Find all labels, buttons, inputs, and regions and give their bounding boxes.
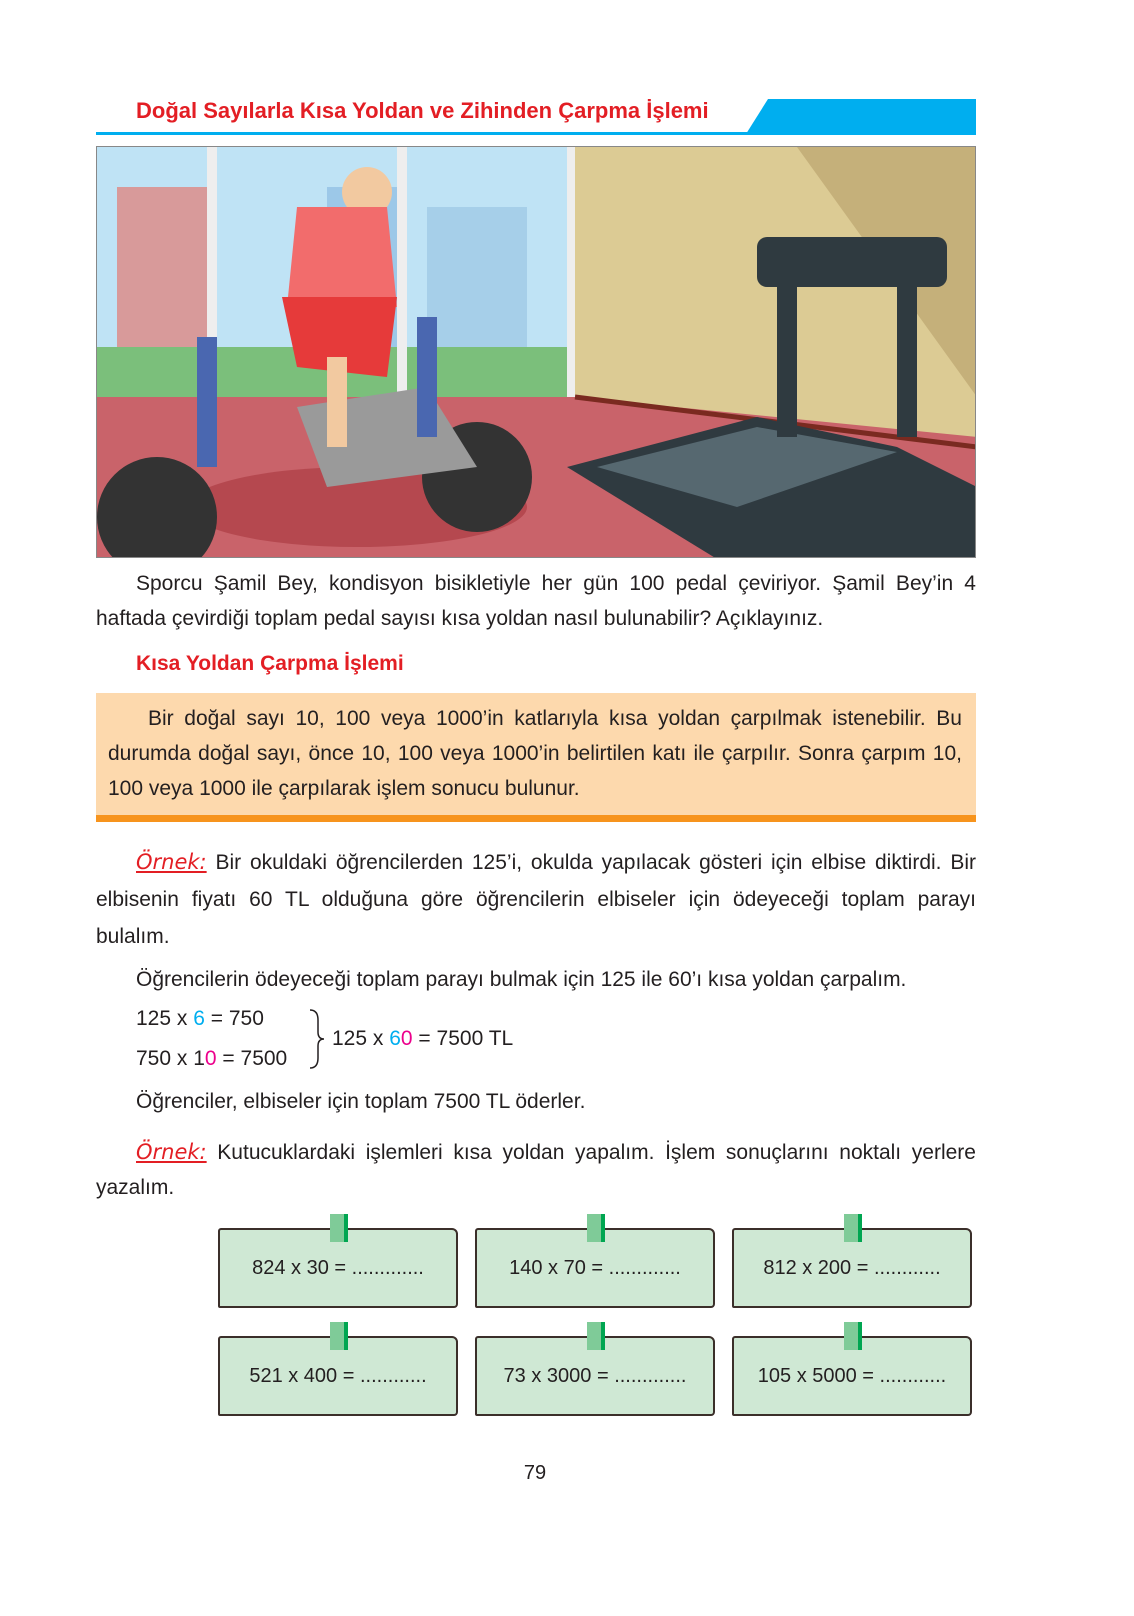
exercise-card: 140 x 70 = ............. <box>475 1228 715 1308</box>
tape-icon <box>587 1214 605 1242</box>
equation-result: 125 x 60 = 7500 TL <box>332 1027 514 1050</box>
section-title: Kısa Yoldan Çarpma İşlemi <box>136 652 404 675</box>
example-label: Örnek: <box>136 850 207 874</box>
tape-icon <box>330 1322 348 1350</box>
exercise-card: 73 x 3000 = ............. <box>475 1336 715 1416</box>
example1-step: Öğrencilerin ödeyeceği toplam parayı bulmak için 125 ile 60’ı kısa yoldan çarpalım. <box>136 968 907 991</box>
example2-text: Kutucuklardaki işlemleri kısa yoldan yapalım. İşlem sonuçlarını noktalı yerlere yazalım. <box>96 1141 976 1199</box>
info-text: Bir doğal sayı 10, 100 veya 1000’in katlarıyla kısa yoldan çarpılmak istenebilir. Bu durumda doğal sayı, önce 10, 100 veya 1000’in belirtilen katı ile çarpılır. Sonra çarpım 10, 100 veya 1000 ile çarpılarak işlem sonucu bulunur. <box>108 707 962 800</box>
tape-icon <box>844 1322 862 1350</box>
tape-icon <box>330 1214 348 1242</box>
example2-paragraph <box>96 1135 976 1205</box>
example-label: Örnek: <box>136 1140 207 1164</box>
intro-paragraph: Sporcu Şamil Bey, kondisyon bisikletiyle her gün 100 pedal çeviriyor. Şamil Bey’in 4 haftada çevirdiği toplam pedal sayısı kısa yoldan nasıl bulunabilir? Açıklayınız. <box>96 572 976 630</box>
equation-1: 125 x 6 = 750 <box>136 1007 264 1030</box>
info-box <box>96 693 976 822</box>
exercise-card: 812 x 200 = ............ <box>732 1228 972 1308</box>
example1-text: Bir okuldaki öğrencilerden 125’i, okulda yapılacak gösteri için elbise diktirdi. Bir elbisenin fiyatı 60 TL olduğuna göre öğrencilerin elbiseler için ödeyeceği toplam parayı bulalım. <box>96 851 976 948</box>
exercise-card: 824 x 30 = ............. <box>218 1228 458 1308</box>
page-title: Doğal Sayılarla Kısa Yoldan ve Zihinden Çarpma İşlemi <box>136 98 709 123</box>
gym-illustration <box>96 146 976 558</box>
tape-icon <box>844 1214 862 1242</box>
header-rule <box>96 132 976 135</box>
brace-icon <box>306 1008 326 1070</box>
tape-icon <box>587 1322 605 1350</box>
header-tab-decoration <box>746 99 976 134</box>
example1-conclusion: Öğrenciler, elbiseler için toplam 7500 TL öderler. <box>136 1090 586 1113</box>
page-number: 79 <box>523 1462 547 1484</box>
exercise-card: 105 x 5000 = ............ <box>732 1336 972 1416</box>
equation-2: 750 x 10 = 7500 <box>136 1047 288 1070</box>
exercise-card: 521 x 400 = ............ <box>218 1336 458 1416</box>
example1-paragraph <box>96 844 976 955</box>
